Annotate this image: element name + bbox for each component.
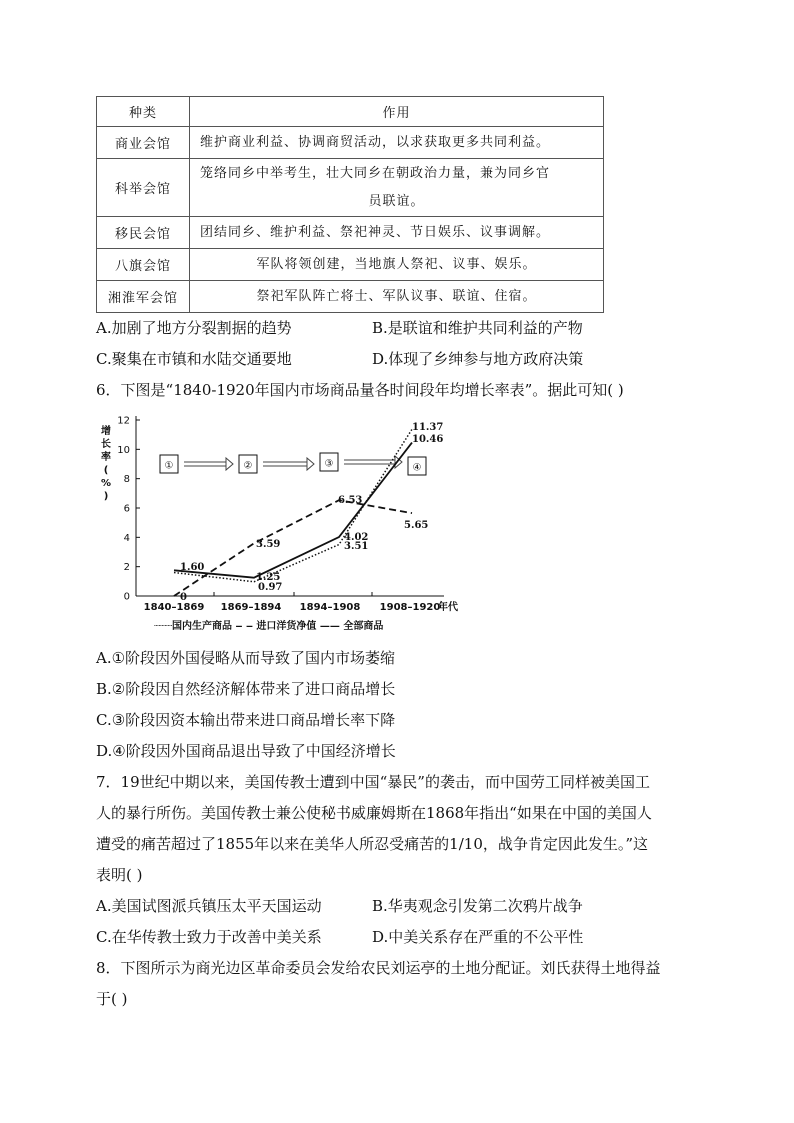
- q5-option-b: B.是联谊和维护共同利益的产物: [372, 319, 583, 337]
- q7-line-2: 人的暴行所伤。美国传教士兼公使秘书威廉姆斯在1868年指出“如果在中国的美国人: [96, 804, 652, 822]
- y-tick-label: 2: [123, 562, 130, 574]
- q6-option-d: D.④阶段因外国商品退出导致了中国经济增长: [96, 742, 396, 760]
- q5-option-c: C.聚集在市镇和水陆交通要地: [96, 350, 292, 368]
- data-label: 6.53: [338, 495, 363, 506]
- row-function: 祭祀军队阵亡将士、军队议事、联谊、住宿。: [256, 288, 537, 304]
- stage-label: ③: [324, 458, 334, 470]
- q5-option-d: D.体现了乡绅参与地方政府决策: [372, 350, 584, 368]
- x-tick-label: 1840–1869: [143, 602, 205, 613]
- row-type: 商业会馆: [97, 127, 190, 159]
- y-tick-label: 0: [123, 591, 130, 603]
- q6-option-c: C.③阶段因资本输出带来进口商品增长率下降: [96, 711, 396, 729]
- table-row: [97, 159, 604, 217]
- stage-arrow-head: [307, 458, 314, 470]
- row-type: 移民会馆: [97, 217, 190, 249]
- x-axis-label: 年代: [438, 602, 458, 613]
- header-function: 作用: [190, 97, 604, 127]
- q6-option-b: B.②阶段因自然经济解体带来了进口商品增长: [96, 680, 396, 698]
- stage-label: ②: [243, 460, 253, 472]
- q7-option-b: B.华夷观念引发第二次鸦片战争: [372, 897, 583, 915]
- y-tick-label: 12: [117, 415, 130, 427]
- stage-arrow-head: [226, 458, 233, 470]
- data-label: 1.25: [256, 572, 281, 583]
- row-function: 维护商业利益、协调商贸活动，以求获取更多共同利益。: [200, 134, 551, 150]
- row-function: 笼络同乡中举考生，壮大同乡在朝政治力量，兼为同乡官: [200, 165, 551, 181]
- q7-option-d: D.中美关系存在严重的不公平性: [372, 928, 584, 946]
- data-label: 0: [180, 592, 187, 603]
- stage-label: ①: [164, 460, 174, 472]
- header-type: 种类: [97, 97, 190, 127]
- legend: ┈┈┈国内生产商品 ‒ ‒ 进口洋货净值 —— 全部商品: [154, 621, 384, 632]
- series-line-3: [174, 443, 412, 578]
- y-axis-label-char: 长: [101, 439, 111, 450]
- y-tick-label: 10: [117, 444, 130, 456]
- table-header-row: [97, 97, 604, 127]
- row-function: 军队将领创建，当地旗人祭祀、议事、娱乐。: [256, 256, 537, 272]
- series-line-2: [174, 500, 412, 596]
- y-axis-label-char: %: [100, 478, 112, 489]
- table-row: [97, 249, 604, 281]
- stage-label: ④: [412, 462, 422, 474]
- data-label: 1.60: [180, 562, 205, 573]
- y-axis-label-char: (: [103, 465, 109, 476]
- x-tick-label: 1908–1920: [379, 602, 441, 613]
- growth-rate-chart: [94, 410, 474, 638]
- q7-line-1: 7．19世纪中期以来，美国传教士遭到中国“暴民”的袭击，而中国劳工同样被美国工: [96, 773, 650, 791]
- y-tick-label: 6: [123, 503, 130, 515]
- row-function-cont: 员联谊。: [368, 193, 425, 209]
- q5-option-a: A.加剧了地方分裂割据的趋势: [96, 319, 292, 337]
- row-type: 湘淮军会馆: [97, 281, 190, 313]
- q7-line-3: 遭受的痛苦超过了1855年以来在美华人所忍受痛苦的1/10，战争肯定因此发生。”这: [96, 835, 649, 853]
- q8-line-1: 8．下图所示为商光边区革命委员会发给农民刘运亭的土地分配证。刘氏获得土地得益: [96, 959, 661, 977]
- data-label: 5.65: [404, 520, 429, 531]
- data-label: 11.37: [412, 422, 444, 433]
- q6-option-a: A.①阶段因外国侵略从而导致了国内市场萎缩: [96, 649, 396, 667]
- data-label: 10.46: [412, 434, 444, 445]
- table-row: [97, 127, 604, 159]
- table-row: [97, 281, 604, 313]
- y-tick-label: 4: [123, 532, 130, 544]
- data-label: 3.59: [256, 539, 281, 550]
- y-tick-label: 8: [123, 474, 130, 486]
- row-function: 团结同乡、维护利益、祭祀神灵、节日娱乐、议事调解。: [200, 224, 551, 240]
- x-tick-label: 1894–1908: [299, 602, 361, 613]
- guild-table: [96, 96, 604, 313]
- data-label: 4.02: [344, 532, 369, 543]
- y-axis-label-char: 率: [101, 452, 111, 463]
- y-axis-label-char: 增: [101, 426, 111, 437]
- table-row: [97, 217, 604, 249]
- row-type: 科举会馆: [97, 159, 190, 217]
- data-label: 0.97: [258, 582, 283, 593]
- q6-stem: 6．下图是“1840-1920年国内市场商品量各时间段年均增长率表”。据此可知( ): [96, 381, 624, 399]
- row-type: 八旗会馆: [97, 249, 190, 281]
- q8-line-2: 于( ): [96, 990, 128, 1008]
- x-tick-label: 1869–1894: [220, 602, 282, 613]
- q7-option-c: C.在华传教士致力于改善中美关系: [96, 928, 322, 946]
- q7-option-a: A.美国试图派兵镇压太平天国运动: [96, 897, 322, 915]
- q7-line-4: 表明( ): [96, 866, 143, 884]
- data-label: 3.51: [344, 541, 369, 552]
- y-axis-label-char: ): [103, 491, 109, 502]
